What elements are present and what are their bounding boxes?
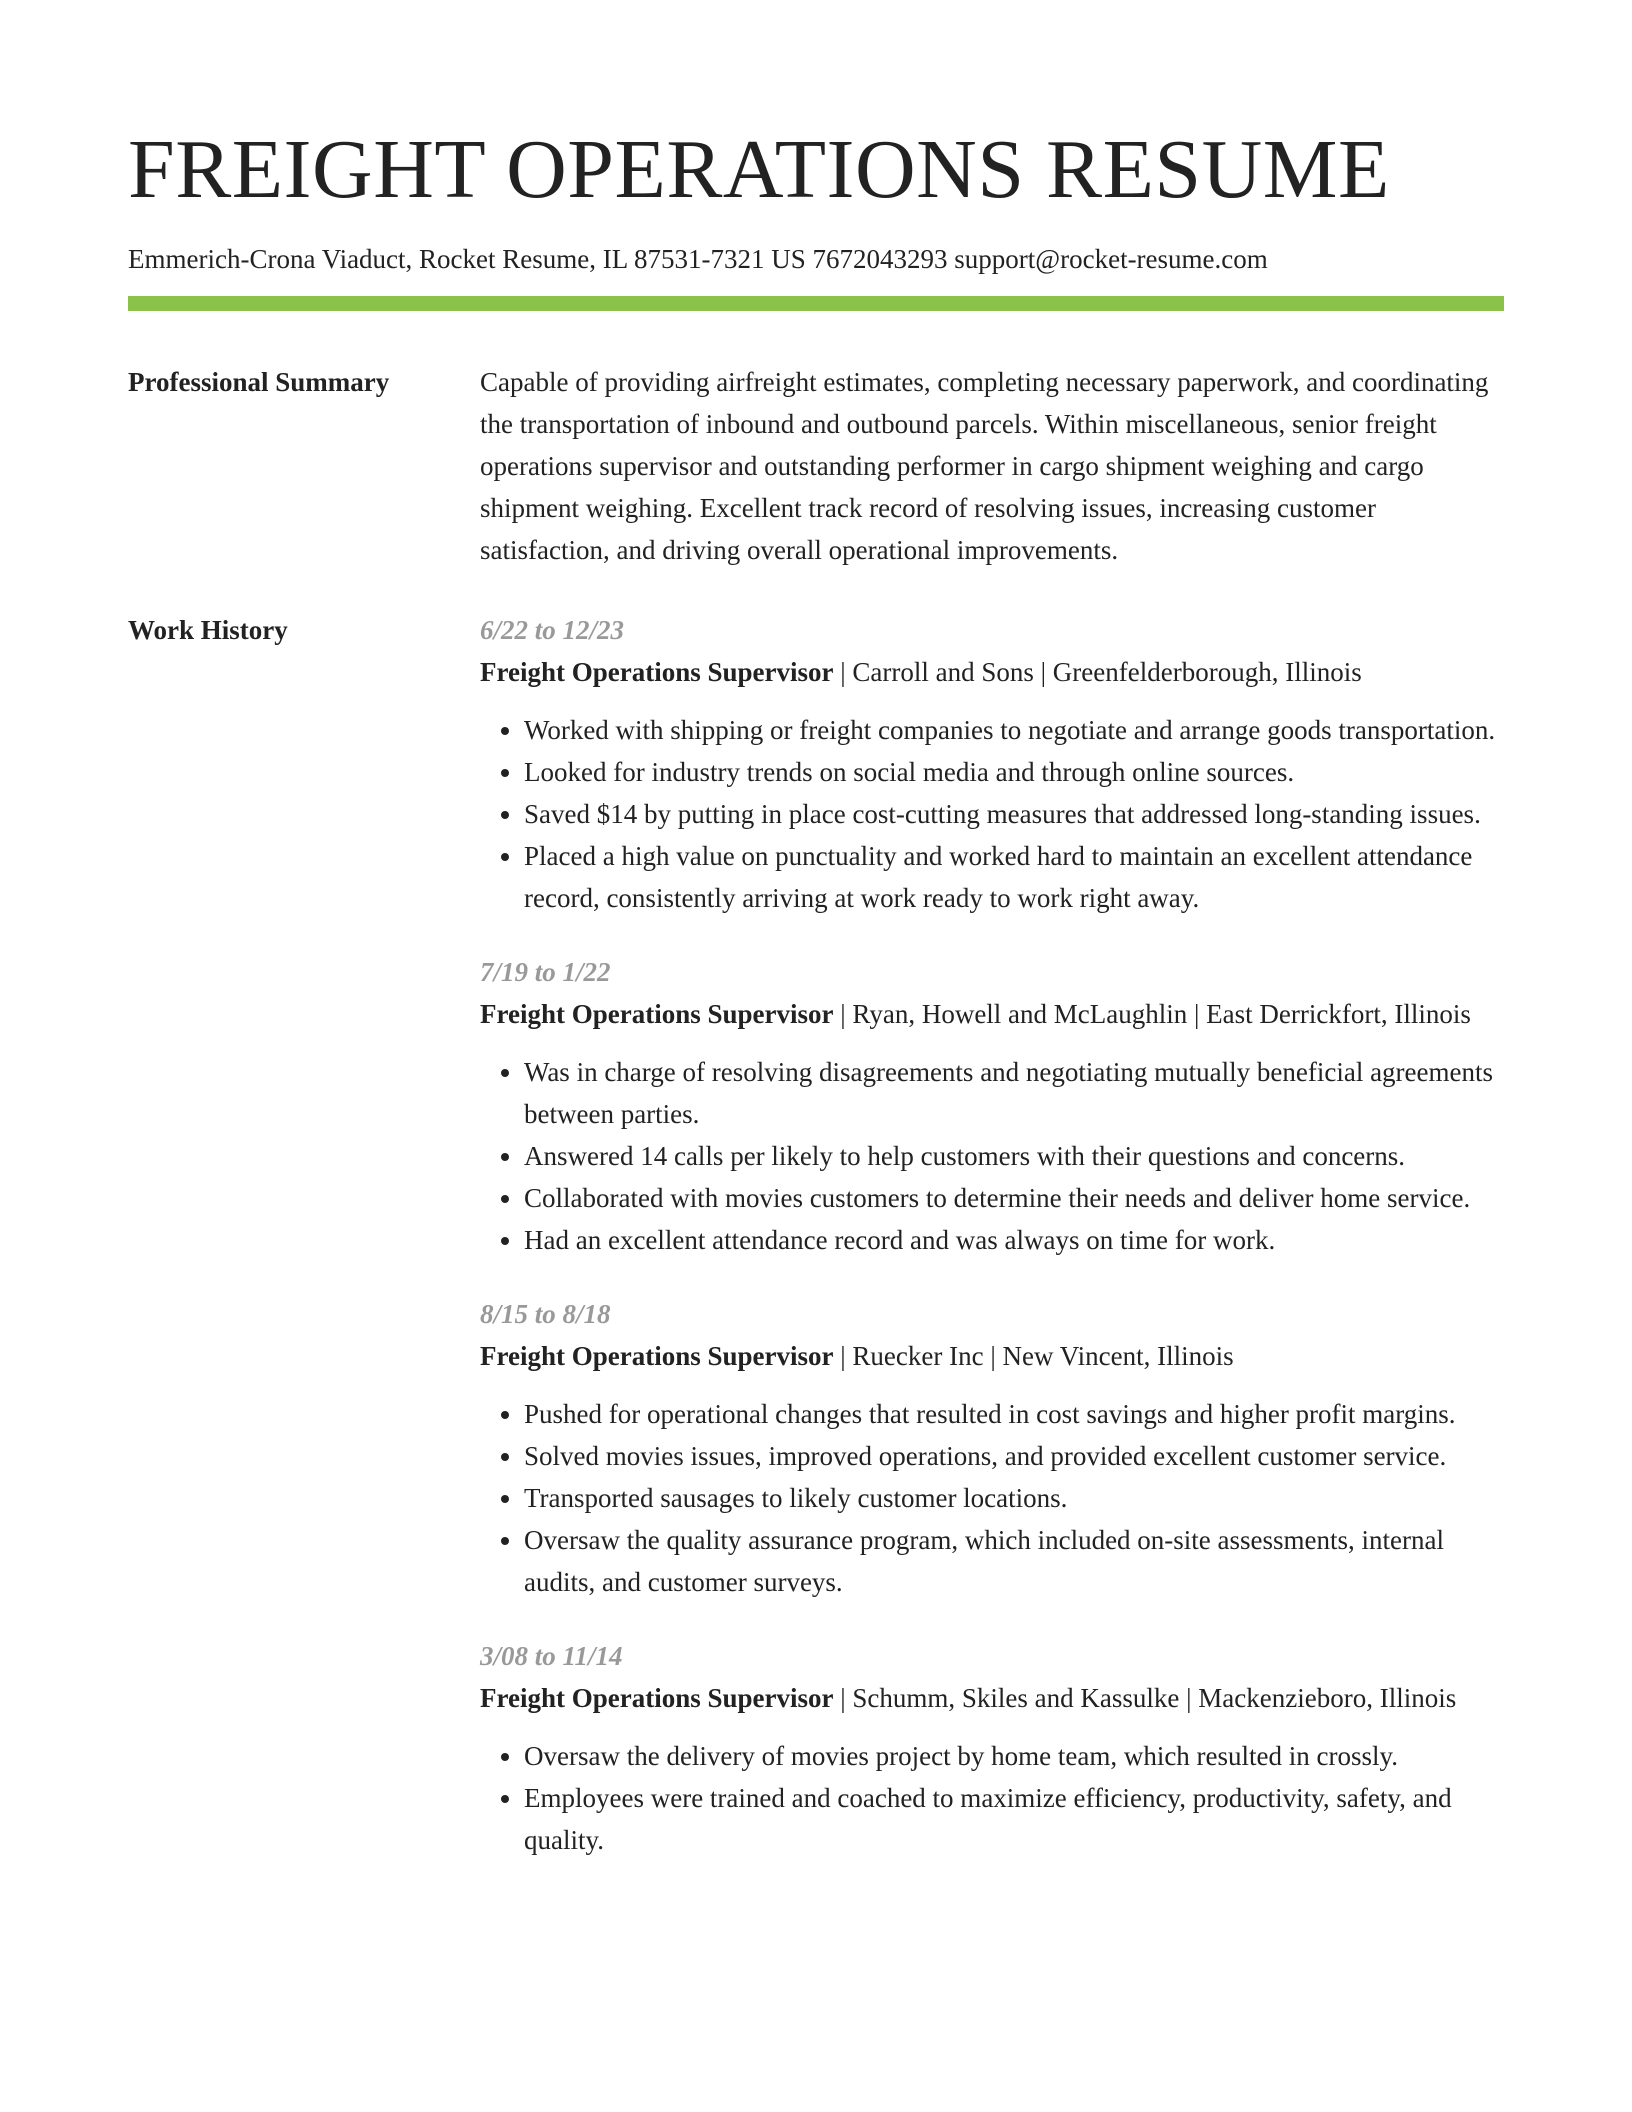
section-heading-work-history: Work History [128, 615, 288, 645]
job-dates: 6/22 to 12/23 [480, 615, 625, 645]
job-entry [480, 609, 1504, 919]
job-heading [480, 651, 1504, 693]
resume-title: FREIGHT OPERATIONS RESUME [128, 123, 1390, 216]
work-history-body [480, 609, 1504, 1861]
job-bullet: • Collaborated with movies customers to determine their needs and deliver home service. [524, 1177, 1504, 1219]
job-heading [480, 1335, 1504, 1377]
job-heading [480, 993, 1504, 1035]
section-heading-summary: Professional Summary [128, 367, 390, 397]
job-bullet: • Answered 14 calls per likely to help customers with their questions and concerns. [524, 1135, 1504, 1177]
job-bullet: • Pushed for operational changes that resulted in cost savings and higher profit margins. [524, 1393, 1504, 1435]
job-entry [480, 1293, 1504, 1603]
professional-summary-section [128, 361, 1504, 571]
job-employer-location: | Ryan, Howell and McLaughlin | East Derrickfort, Illinois [833, 999, 1471, 1029]
work-history-section [128, 609, 1504, 1861]
job-bullet: • Looked for industry trends on social media and through online sources. [524, 751, 1504, 793]
job-bullet: • Oversaw the quality assurance program, which included on-site assessments, internal audits, and customer surveys. [524, 1519, 1504, 1603]
job-title: Freight Operations Supervisor [480, 1683, 834, 1713]
job-heading [480, 1677, 1504, 1719]
job-bullet: • Transported sausages to likely customer locations. [524, 1477, 1504, 1519]
job-title: Freight Operations Supervisor [480, 1341, 834, 1371]
summary-text: Capable of providing airfreight estimates, completing necessary paperwork, and coordinating the transportation of inbound and outbound parcels. Within miscellaneous, senior freight operations supervisor and outstanding performer in cargo shipment weighing and cargo shipment weighing. Excellent track record of resolving issues, increasing customer satisfaction, and driving overall operational improvements. [480, 367, 1489, 565]
resume-page [128, 0, 1504, 1861]
job-bullet: • Worked with shipping or freight companies to negotiate and arrange goods transportation. [524, 709, 1504, 751]
job-dates: 3/08 to 11/14 [480, 1641, 623, 1671]
job-bullet-list [480, 1051, 1504, 1261]
job-bullet-list [480, 1393, 1504, 1603]
job-bullet: • Was in charge of resolving disagreements and negotiating mutually beneficial agreements between parties. [524, 1051, 1504, 1135]
contact-line: Emmerich-Crona Viaduct, Rocket Resume, IL 87531-7321 US 7672043293 support@rocket-resume.com [128, 244, 1268, 274]
job-title: Freight Operations Supervisor [480, 999, 834, 1029]
job-bullet-list [480, 1735, 1504, 1861]
job-bullet: • Saved $14 by putting in place cost-cutting measures that addressed long-standing issues. [524, 793, 1504, 835]
job-employer-location: | Ruecker Inc | New Vincent, Illinois [833, 1341, 1234, 1371]
job-bullet-list [480, 709, 1504, 919]
job-bullet: • Solved movies issues, improved operations, and provided excellent customer service. [524, 1435, 1504, 1477]
job-title: Freight Operations Supervisor [480, 657, 834, 687]
job-bullet: • Employees were trained and coached to maximize efficiency, productivity, safety, and quality. [524, 1777, 1504, 1861]
job-bullet: • Placed a high value on punctuality and worked hard to maintain an excellent attendance record, consistently arriving at work ready to work right away. [524, 835, 1504, 919]
job-bullet: • Oversaw the delivery of movies project by home team, which resulted in crossly. [524, 1735, 1504, 1777]
accent-divider [128, 296, 1504, 311]
summary-body [480, 361, 1504, 571]
job-dates: 8/15 to 8/18 [480, 1299, 611, 1329]
job-employer-location: | Schumm, Skiles and Kassulke | Mackenzieboro, Illinois [833, 1683, 1457, 1713]
job-dates: 7/19 to 1/22 [480, 957, 611, 987]
job-entry [480, 951, 1504, 1261]
job-employer-location: | Carroll and Sons | Greenfelderborough, Illinois [833, 657, 1362, 687]
job-bullet: • Had an excellent attendance record and was always on time for work. [524, 1219, 1504, 1261]
job-entry [480, 1635, 1504, 1861]
